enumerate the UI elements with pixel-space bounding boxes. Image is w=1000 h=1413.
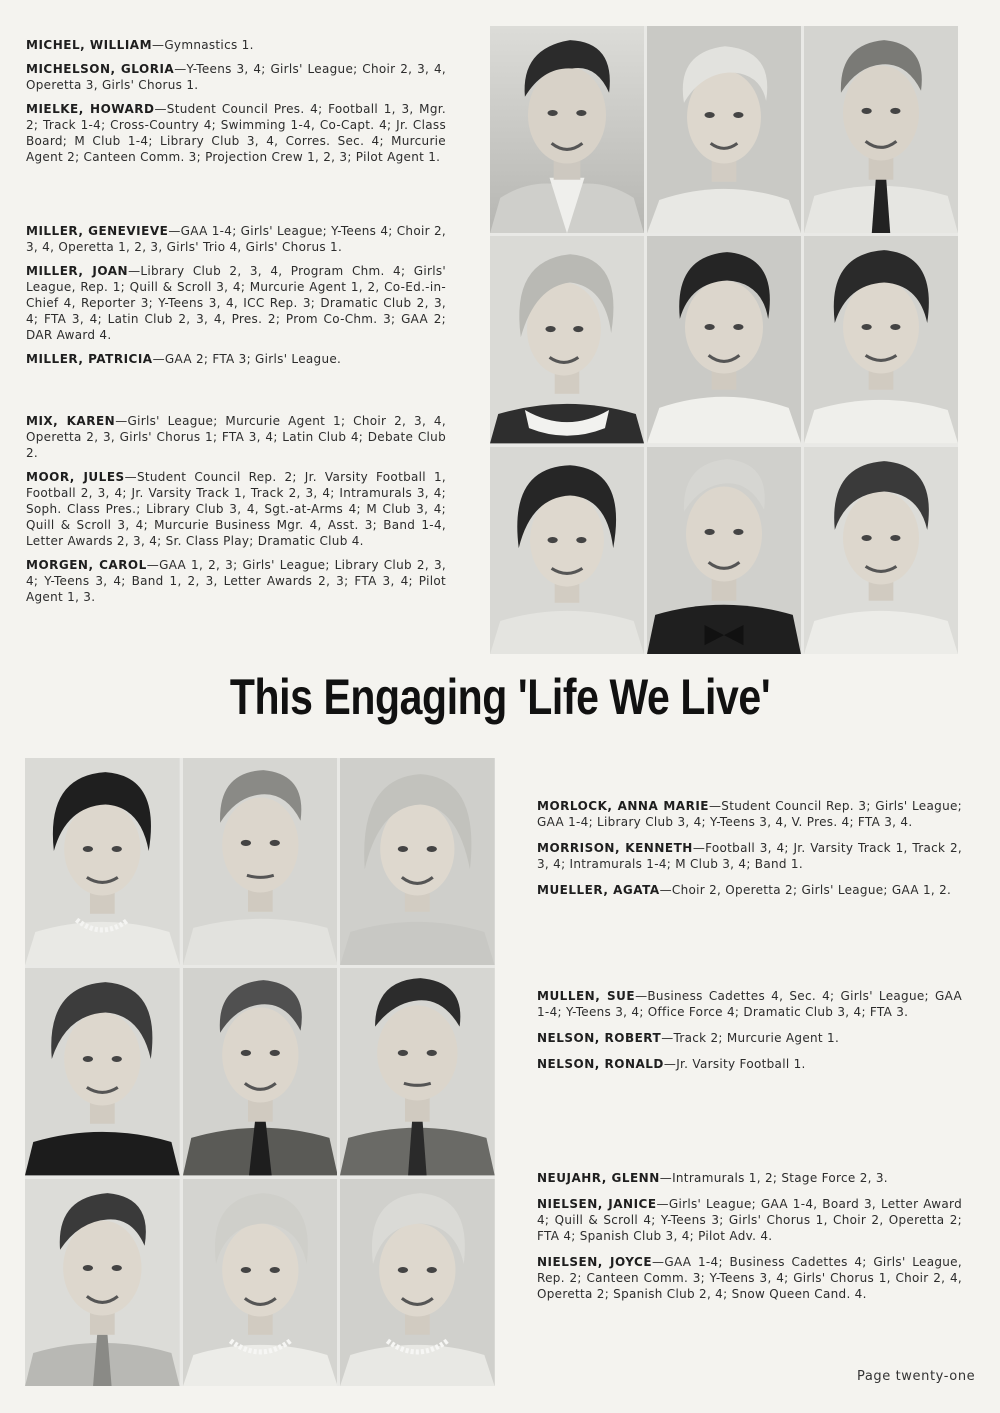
portrait-photo bbox=[183, 968, 338, 1175]
student-name: NELSON, RONALD bbox=[537, 1057, 664, 1071]
entry-nielsen-janice bbox=[537, 1196, 962, 1244]
student-name: MORLOCK, ANNA MARIE bbox=[537, 799, 709, 813]
portrait-photo bbox=[340, 1179, 495, 1386]
entry-morlock-anna-marie bbox=[537, 798, 962, 830]
entry-neujahr-glenn bbox=[537, 1170, 962, 1186]
portrait-photo bbox=[490, 447, 644, 654]
student-name: MILLER, JOAN bbox=[26, 264, 129, 278]
senior-entries-bottom bbox=[537, 798, 962, 1302]
student-name: NELSON, ROBERT bbox=[537, 1031, 662, 1045]
entry-nielsen-joyce bbox=[537, 1254, 962, 1302]
portrait-photo bbox=[804, 26, 958, 233]
student-name: MOOR, JULES bbox=[26, 470, 125, 484]
student-name: NEUJAHR, GLENN bbox=[537, 1171, 660, 1185]
entry-mielke-howard bbox=[26, 101, 446, 165]
student-name: MULLEN, SUE bbox=[537, 989, 636, 1003]
portrait-photo bbox=[490, 236, 644, 443]
student-activities: —Girls' League; GAA 1-4, Board 3, Letter Award 4; Quill & Scroll 4; Y-Teens 3; Girls' Chorus 1, Choir 2, Operetta 2; FTA 4; Spanish Club 3, 4; Pilot Adv. 4. bbox=[537, 1197, 963, 1243]
student-activities: —Library Club 2, 3, 4, Program Chm. 4; Girls' League, Rep. 1; Quill & Scroll 3, 4; Murcurie Agent 1, 2, Co-Ed.-in-Chief 4, Reporter 3; Y-Teens 3, 4, ICC Rep. 3; Dramatic Club 2, 3, 4; FTA 3, 4; Latin Club 2, 3, 4, Pres. 2; Prom Co-Chm. 3; GAA 2; DAR Award 4. bbox=[26, 264, 446, 342]
entry-nelson-robert bbox=[537, 1030, 962, 1046]
portrait-photo bbox=[804, 447, 958, 654]
entry-michel-william bbox=[26, 37, 446, 53]
student-name: MICHELSON, GLORIA bbox=[26, 62, 175, 76]
portrait-photo bbox=[490, 26, 644, 233]
student-activities: —Jr. Varsity Football 1. bbox=[663, 1057, 806, 1071]
portrait-photo bbox=[25, 968, 180, 1175]
student-activities: —Business Cadettes 4, Sec. 4; Girls' League; GAA 1-4; Y-Teens 3, 4; Office Force 4; Dramatic Club 3, 4; FTA 3. bbox=[537, 989, 962, 1019]
student-name: MORGEN, CAROL bbox=[26, 558, 147, 572]
entry-miller-patricia bbox=[26, 351, 446, 367]
entry-nelson-ronald bbox=[537, 1056, 962, 1072]
student-activities: —Football 3, 4; Jr. Varsity Track 1, Track 2, 3, 4; Intramurals 1-4; M Club 3, 4; Band 1. bbox=[537, 841, 962, 871]
entry-miller-genevieve bbox=[26, 223, 446, 255]
entry-morgen-carol bbox=[26, 557, 446, 605]
student-activities: —Student Council Rep. 3; Girls' League; GAA 1-4; Library Club 3, 4; Y-Teens 3, 4, V. Pres. 4; FTA 3, 4. bbox=[537, 799, 962, 829]
entry-mullen-sue bbox=[537, 988, 962, 1020]
student-name: MICHEL, WILLIAM bbox=[26, 38, 153, 52]
entry-moor-jules bbox=[26, 469, 446, 549]
portrait-photo bbox=[25, 1179, 180, 1386]
portrait-photo bbox=[25, 758, 180, 965]
entry-morrison-kenneth bbox=[537, 840, 962, 872]
student-activities: —Student Council Pres. 4; Football 1, 3, Mgr. 2; Track 1-4; Cross-Country 4; Swimming 1-4, Co-Capt. 4; Jr. Class Board; M Club 1-4; Library Club 3, 4, Corres. Sec. 4; Murcurie Agent 2; Canteen Comm. 3; Projection Crew 1, 2, 3; Pilot Agent 1. bbox=[26, 102, 446, 164]
student-name: NIELSEN, JOYCE bbox=[537, 1255, 653, 1269]
student-activities: —Girls' League; Murcurie Agent 1; Choir 2, 3, 4, Operetta 2, 3, Girls' Chorus 1; FTA 3, 4; Latin Club 4; Debate Club 2. bbox=[26, 414, 446, 460]
portrait-photo bbox=[183, 1179, 338, 1386]
student-activities: —GAA 1-4; Girls' League; Y-Teens 4; Choir 2, 3, 4, Operetta 1, 2, 3, Girls' Trio 4, Girls' Chorus 1. bbox=[26, 224, 447, 254]
page-number: Page twenty-one bbox=[857, 1369, 976, 1384]
portrait-photo bbox=[183, 758, 338, 965]
student-activities: —Intramurals 1, 2; Stage Force 2, 3. bbox=[659, 1171, 888, 1185]
portrait-photo bbox=[647, 26, 801, 233]
student-activities: —GAA 2; FTA 3; Girls' League. bbox=[152, 352, 342, 366]
student-name: NIELSEN, JANICE bbox=[537, 1197, 657, 1211]
student-name: MILLER, GENEVIEVE bbox=[26, 224, 169, 238]
student-activities: —GAA 1-4; Business Cadettes 4; Girls' League, Rep. 2; Canteen Comm. 3; Y-Teens 3, 4; Girls' Chorus 1, Choir 2, 4, Operetta 2; Spanish Club 2, 4; Snow Queen Cand. 4. bbox=[537, 1255, 962, 1301]
student-name: MILLER, PATRICIA bbox=[26, 352, 153, 366]
student-name: MUELLER, AGATA bbox=[537, 883, 660, 897]
student-name: MIX, KAREN bbox=[26, 414, 116, 428]
student-name: MIELKE, HOWARD bbox=[26, 102, 155, 116]
student-activities: —Gymnastics 1. bbox=[152, 38, 254, 52]
entry-miller-joan bbox=[26, 263, 446, 343]
student-activities: —Choir 2, Operetta 2; Girls' League; GAA 1, 2. bbox=[659, 883, 952, 897]
entry-mix-karen bbox=[26, 413, 446, 461]
student-activities: —GAA 1, 2, 3; Girls' League; Library Club 2, 3, 4; Y-Teens 3, 4; Band 1, 2, 3, Letter Awards 2, 3; FTA 3, 4; Pilot Agent 1, 3. bbox=[26, 558, 447, 604]
page-headline: This Engaging 'Life We Live' bbox=[229, 669, 771, 725]
portrait-grid-bottom bbox=[25, 758, 495, 1386]
portrait-photo bbox=[647, 236, 801, 443]
portrait-photo bbox=[340, 758, 495, 965]
senior-entries-top bbox=[26, 37, 446, 605]
student-activities: —Track 2; Murcurie Agent 1. bbox=[661, 1031, 840, 1045]
portrait-photo bbox=[647, 447, 801, 654]
entry-michelson-gloria bbox=[26, 61, 446, 93]
student-activities: —Y-Teens 3, 4; Girls' League; Choir 2, 3, 4, Operetta 3, Girls' Chorus 1. bbox=[26, 62, 446, 92]
portrait-photo bbox=[804, 236, 958, 443]
student-activities: —Student Council Rep. 2; Jr. Varsity Football 1, Football 2, 3, 4; Jr. Varsity Track 1, Track 2, 3, 4; Intramurals 3, 4; Soph. Class Pres.; Library Club 3, 4, Sgt.-at-Arms 4; M Club 3, 4; Quill & Scroll 3, 4; Murcurie Business Mgr. 4, Asst. 3; Band 1-4, Letter Awards 2, 3, 4; Sr. Class Play; Dramatic Club 4. bbox=[26, 470, 446, 548]
student-name: MORRISON, KENNETH bbox=[537, 841, 693, 855]
entry-mueller-agata bbox=[537, 882, 962, 898]
portrait-grid-top bbox=[490, 26, 958, 654]
portrait-photo bbox=[340, 968, 495, 1175]
